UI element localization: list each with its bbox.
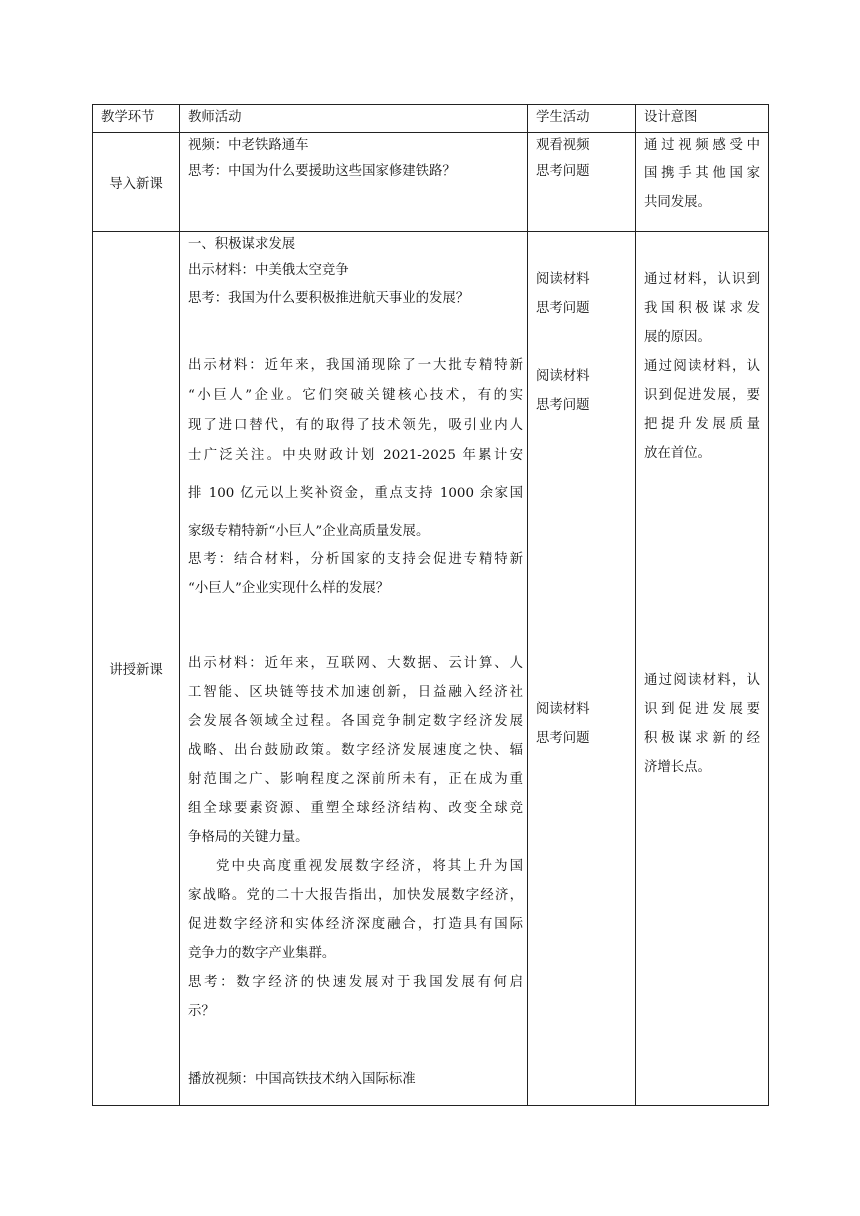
text-line: 通过阅读材料，认 bbox=[644, 673, 760, 688]
text-line: 济增长点。 bbox=[644, 760, 711, 775]
text-line: 组全球要素资源、重塑全球经济结构、改变全球竞 bbox=[188, 801, 523, 816]
text-line: 现了进口替代，有的取得了技术领先，吸引业内人 bbox=[188, 418, 523, 433]
text-line: 促进数字经济和实体经济深度融合，打造具有国际 bbox=[188, 917, 523, 932]
text-line: 阅读材料 bbox=[536, 702, 590, 717]
table-row bbox=[93, 232, 769, 1106]
text-line: 思考：我国为什么要积极推进航天事业的发展？ bbox=[188, 291, 470, 306]
text-line: 思考：结合材料，分析国家的支持会促进专精特新 bbox=[188, 552, 523, 567]
text-line: 识到促进发展，要 bbox=[644, 388, 760, 403]
text-line: 出示材料：中美俄太空竞争 bbox=[188, 263, 349, 278]
text-line: 阅读材料 bbox=[536, 369, 590, 384]
text-line: 一、积极谋求发展 bbox=[188, 237, 296, 252]
text-line: 竞争力的数字产业集群。 bbox=[188, 946, 336, 961]
text-line: 思考问题 bbox=[536, 731, 590, 746]
text-line: 把提升发展质量 bbox=[644, 417, 760, 432]
text-line: 通过视频感受中 bbox=[644, 138, 760, 153]
text-line: 思考问题 bbox=[536, 301, 590, 316]
text-line: 思考问题 bbox=[536, 398, 590, 413]
header-cell: 设计意图 bbox=[636, 105, 769, 133]
table-row bbox=[93, 133, 769, 232]
text-line: 放在首位。 bbox=[644, 446, 711, 461]
teacher-cell bbox=[180, 133, 528, 232]
stage-cell: 导入新课 bbox=[93, 133, 180, 232]
header-cell: 教师活动 bbox=[180, 105, 528, 133]
text-line: 观看视频 bbox=[536, 138, 590, 153]
text-line: 示？ bbox=[188, 1004, 215, 1019]
text-line: “小巨人”企业实现什么样的发展？ bbox=[188, 581, 390, 596]
text-line: 视频：中老铁路通车 bbox=[188, 138, 309, 153]
teacher-cell bbox=[180, 232, 528, 1106]
header-cell: 教学环节 bbox=[93, 105, 180, 133]
header-row bbox=[93, 105, 769, 133]
text-line: 争格局的关键力量。 bbox=[188, 830, 309, 845]
text-line: 党中央高度重视发展数字经济，将其上升为国 bbox=[216, 859, 523, 874]
lesson-plan-table bbox=[92, 104, 769, 1106]
text-line: 会发展各领域全过程。各国竞争制定数字经济发展 bbox=[188, 714, 523, 729]
text-line: 通过阅读材料，认 bbox=[644, 359, 760, 374]
intent-cell bbox=[636, 232, 769, 1106]
text-line: 识到促进发展要 bbox=[644, 702, 760, 717]
text-line: 阅读材料 bbox=[536, 272, 590, 287]
text-line: 思考问题 bbox=[536, 164, 590, 179]
text-line: “小巨人”企业。它们突破关键核心技术，有的实 bbox=[188, 388, 523, 403]
text-line: 工智能、区块链等技术加速创新，日益融入经济社 bbox=[188, 685, 523, 700]
text-line: 战略、出台鼓励政策。数字经济发展速度之快、辐 bbox=[188, 743, 523, 758]
student-cell bbox=[528, 133, 636, 232]
text-line: 出示材料：近年来，互联网、大数据、云计算、人 bbox=[188, 656, 523, 671]
text-line: 家级专精特新“小巨人”企业高质量发展。 bbox=[188, 524, 430, 539]
stage-cell: 讲授新课 bbox=[93, 232, 180, 1106]
text-line: 国携手其他国家 bbox=[644, 166, 760, 181]
text-line: 通过材料，认识到 bbox=[644, 272, 760, 287]
intent-cell bbox=[636, 133, 769, 232]
text-line: 共同发展。 bbox=[644, 195, 711, 210]
text-line: 思考：数字经济的快速发展对于我国发展有何启 bbox=[188, 975, 523, 990]
text-line: 思考：中国为什么要援助这些国家修建铁路？ bbox=[188, 164, 456, 179]
text-line: 我国积极谋求发 bbox=[644, 301, 760, 316]
text-line: 射范围之广、影响程度之深前所未有，正在成为重 bbox=[188, 772, 523, 787]
header-cell: 学生活动 bbox=[528, 105, 636, 133]
text-line: 播放视频：中国高铁技术纳入国际标准 bbox=[188, 1072, 416, 1087]
text-line: 积极谋求新的经 bbox=[644, 731, 760, 746]
text-line: 士广泛关注。中央财政计划 2021-2025 年累计安 bbox=[188, 448, 523, 463]
text-line: 排 100 亿元以上奖补资金，重点支持 1000 余家国 bbox=[188, 486, 523, 501]
text-line: 家战略。党的二十大报告指出，加快发展数字经济， bbox=[188, 888, 523, 903]
text-line: 出示材料：近年来，我国涌现除了一大批专精特新 bbox=[188, 358, 523, 373]
text-line: 展的原因。 bbox=[644, 330, 711, 345]
student-cell bbox=[528, 232, 636, 1106]
